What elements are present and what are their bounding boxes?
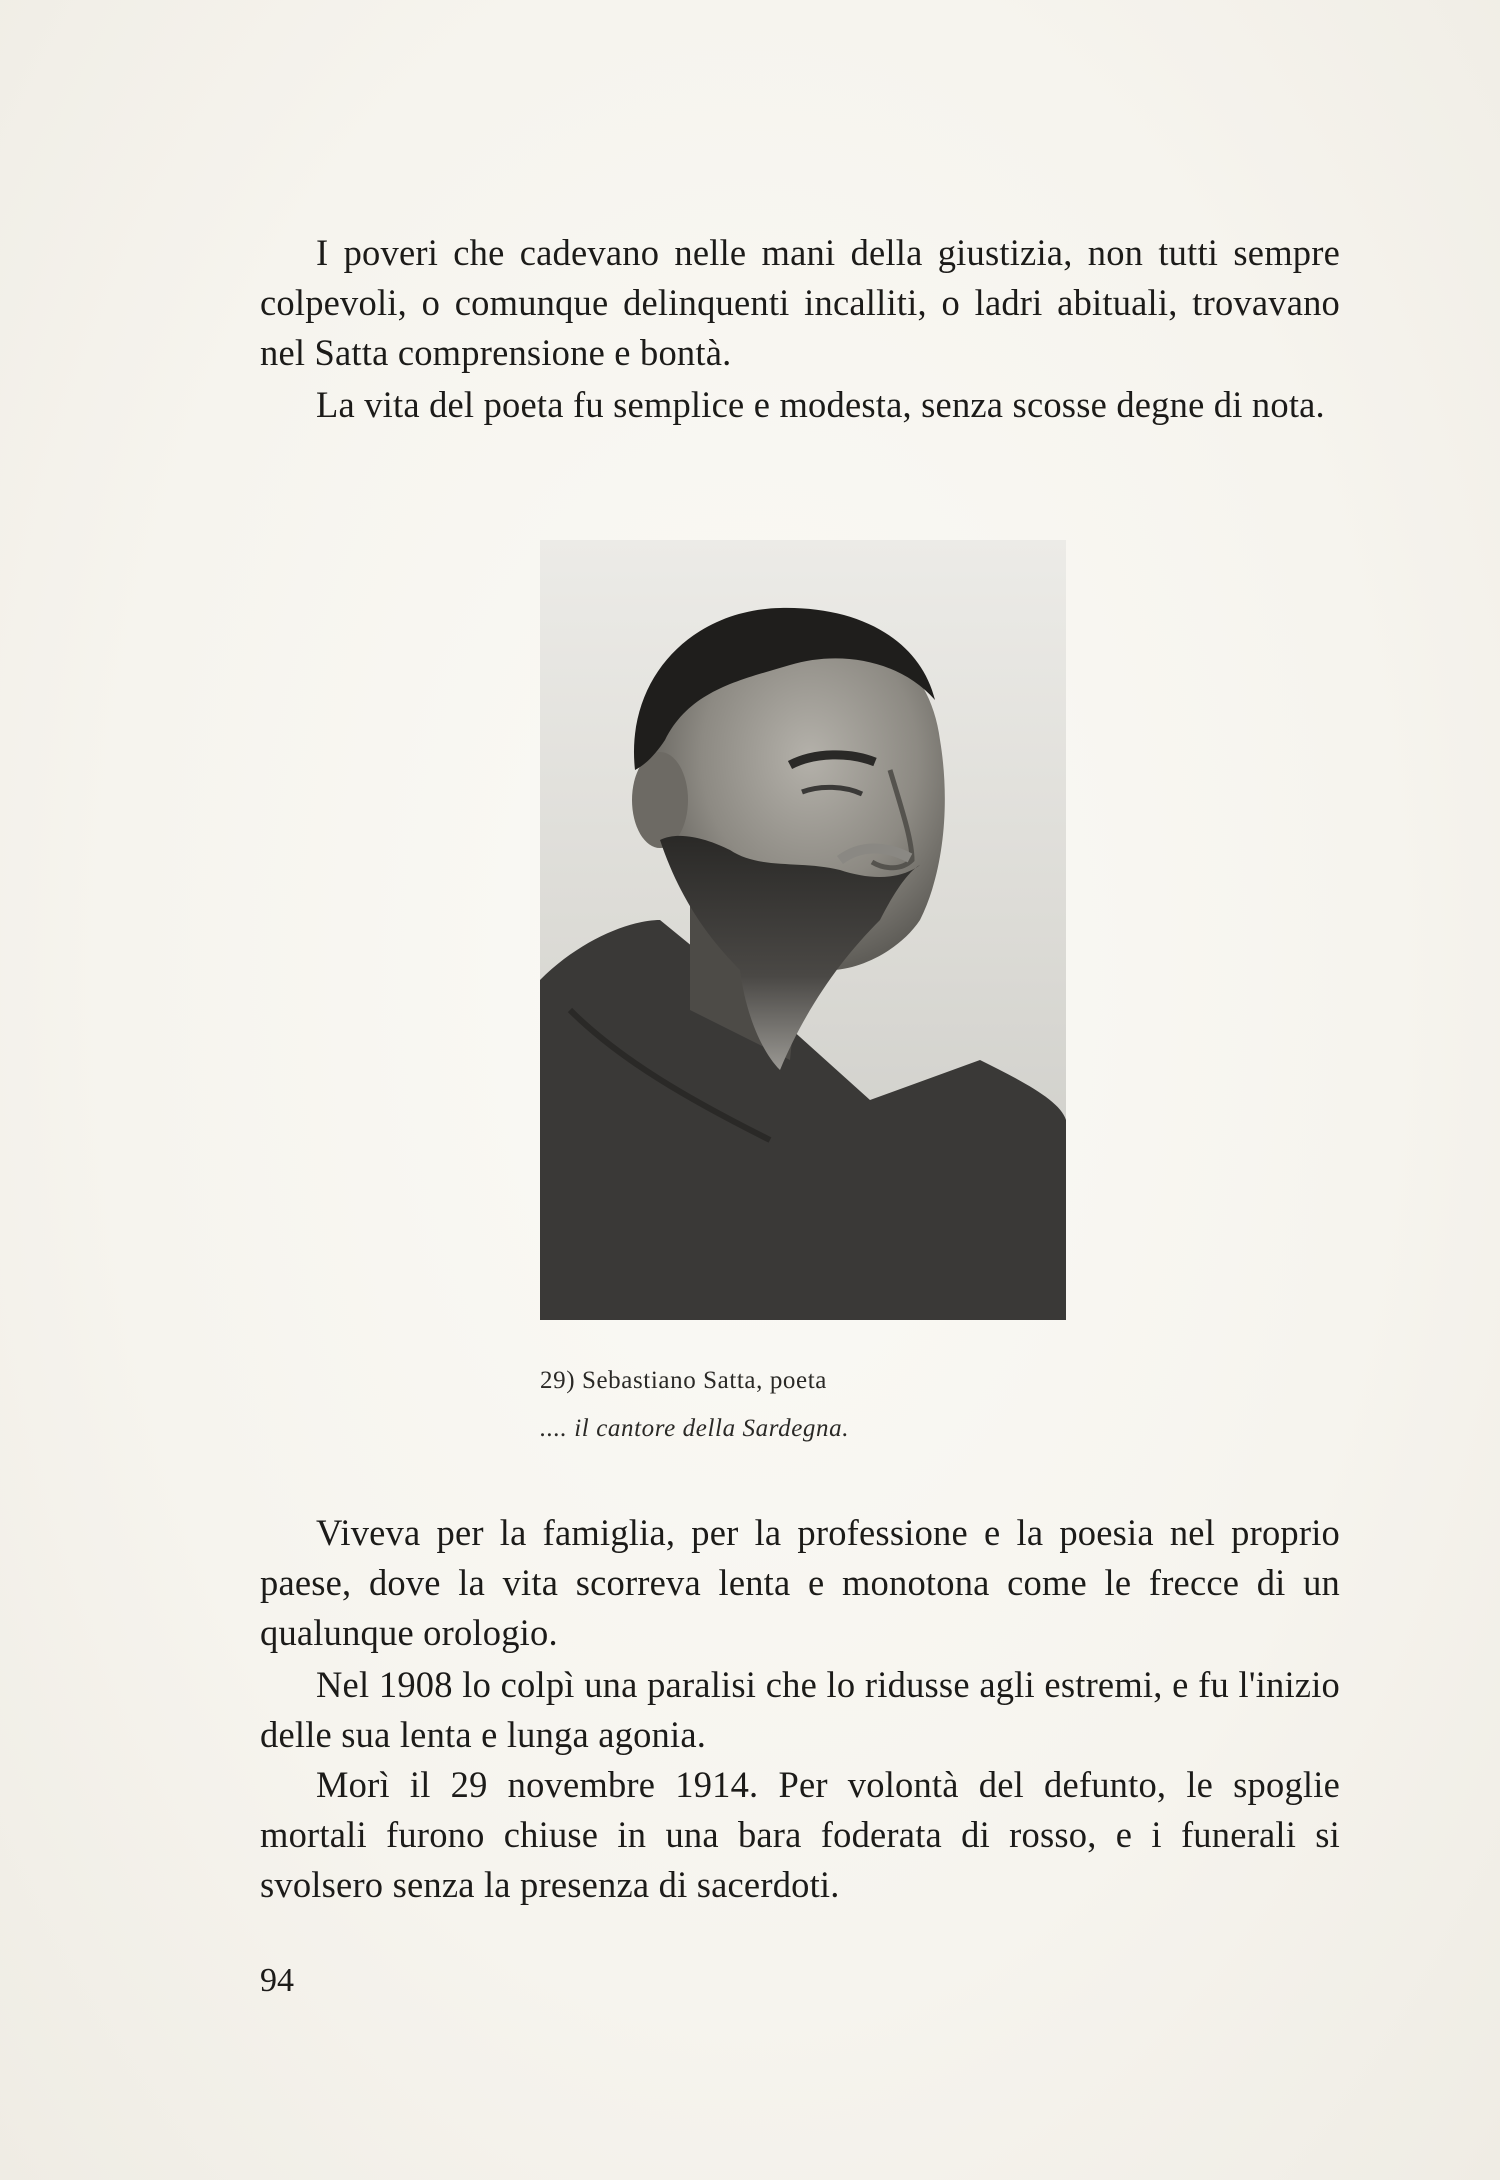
paragraph-poveri bbox=[260, 228, 1340, 378]
figure-caption-subtitle: .... il cantore della Sardegna. bbox=[540, 1415, 850, 1442]
paragraph-paralisi bbox=[260, 1660, 1340, 1760]
paragraph-text: Viveva per la famiglia, per la professione e la poesia nel proprio paese, dove la vita scorreva lenta e monotona come le frecce di un qualunque orologio. bbox=[260, 1512, 1340, 1653]
paragraph-text: Morì il 29 novembre 1914. Per volontà del defunto, le spoglie mortali furono chiuse in una bara foderata di rosso, e i funerali si svolsero senza la presenza di sacerdoti. bbox=[260, 1764, 1340, 1905]
paragraph-text: Nel 1908 lo colpì una paralisi che lo ridusse agli estremi, e fu l'inizio delle sua lenta e lunga agonia. bbox=[260, 1664, 1340, 1755]
portrait-photo bbox=[540, 540, 1066, 1320]
paragraph-text: I poveri che cadevano nelle mani della giustizia, non tutti sempre colpevoli, o comunque delinquenti incalliti, o ladri abituali, trovavano nel Satta comprensione e bontà. bbox=[260, 232, 1340, 373]
paragraph-morte bbox=[260, 1760, 1340, 1910]
figure-caption-title: 29) Sebastiano Satta, poeta bbox=[540, 1367, 827, 1394]
paragraph-text: La vita del poeta fu semplice e modesta, senza scosse degne di nota. bbox=[316, 384, 1325, 425]
paragraph-vita-poeta bbox=[260, 380, 1340, 430]
page-number: 94 bbox=[260, 1962, 294, 1999]
paragraph-famiglia bbox=[260, 1508, 1340, 1658]
